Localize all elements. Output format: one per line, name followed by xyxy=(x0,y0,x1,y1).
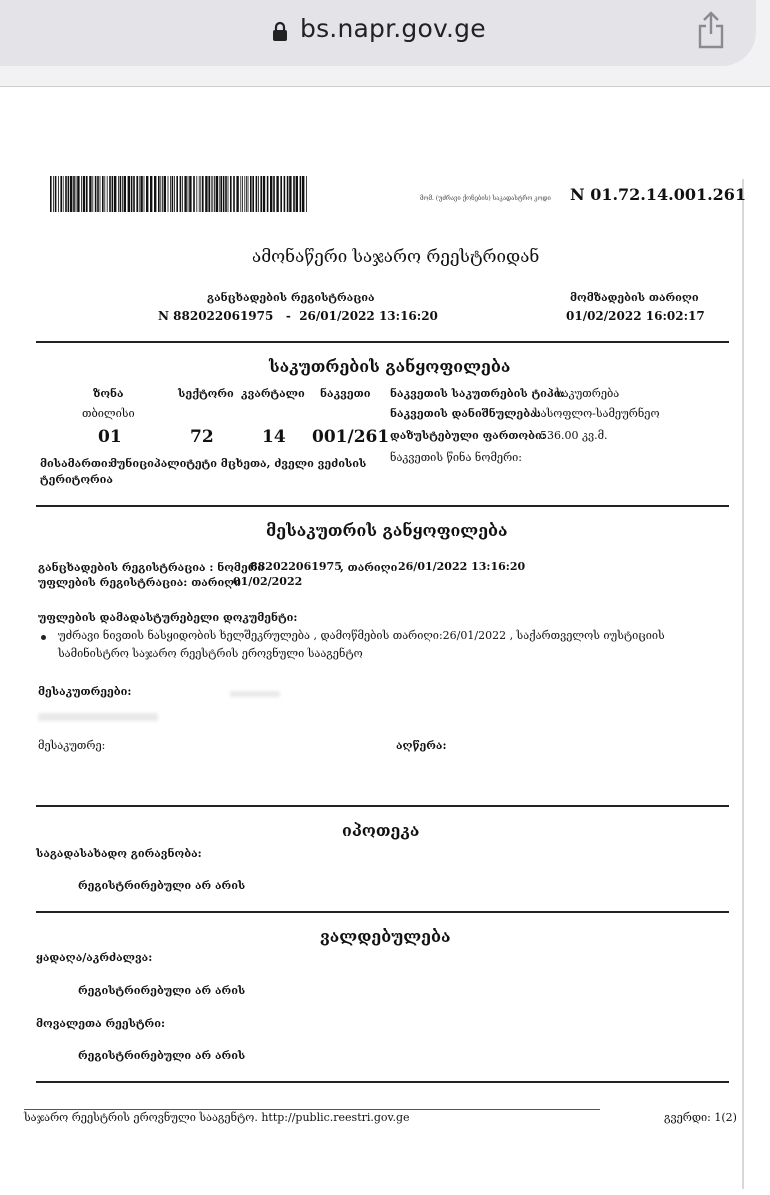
seizure-label: ყადაღა/აკრძალვა: xyxy=(36,951,153,964)
address-line1: მუნიციპალიტეტი მცხეთა, ძველი ვეძისის xyxy=(110,457,367,470)
description-label: აღწერა: xyxy=(396,739,447,752)
list-bullet xyxy=(41,635,46,640)
owner-section-title: მესაკუთრის განყოფილება xyxy=(266,521,508,540)
area-value: 536.00 კვ.მ. xyxy=(540,429,608,442)
ownership-type-value: საკუთრება xyxy=(556,387,620,400)
redacted-owner-name xyxy=(38,713,158,721)
redacted-owner-id xyxy=(230,691,280,697)
footer-agency[interactable]: საჯარო რეესტრის ეროვნული სააგენტო. http://public.reestri.gov.ge xyxy=(24,1111,410,1124)
document-title: ამონაწერი საჯარო რეესტრიდან xyxy=(252,247,540,267)
app-reg-number: 882022061975 xyxy=(250,560,342,573)
application-label: განცხადების რეგისტრაცია xyxy=(207,291,375,304)
sector-value: 72 xyxy=(190,427,214,447)
doc-line2: სამინისტრო საჯარო რეესტრის ეროვნული სააგენტო xyxy=(58,647,363,660)
address-label: მისამართი: xyxy=(40,457,112,470)
footer-page-number: გვერდი: 1(2) xyxy=(664,1111,737,1124)
mortgage-section-title: იპოთეკა xyxy=(342,821,420,840)
zone-value: 01 xyxy=(98,427,122,447)
doc-label: უფლების დამადასტურებელი დოკუმენტი: xyxy=(38,611,298,624)
doc-line1: უძრავი ნივთის ნასყიდობის ხელშეკრულება , დამოწმების თარიღი:26/01/2022 , საქართველოს იუსტიციის xyxy=(58,629,665,642)
tax-lien-value: რეგისტრირებული არ არის xyxy=(78,879,246,892)
page-edge xyxy=(742,179,744,1189)
property-section-title: საკუთრების განყოფილება xyxy=(269,357,511,376)
lock-icon xyxy=(272,21,288,41)
purpose-value: სასოფლო-სამეურნეო xyxy=(534,407,660,420)
right-reg-date: 01/02/2022 xyxy=(233,575,303,588)
owners-label: მესაკუთრეები: xyxy=(38,685,132,698)
col-parcel: ნაკვეთი xyxy=(320,387,371,400)
debtors-label: მოვალეთა რეესტრი: xyxy=(36,1017,166,1030)
seizure-value: რეგისტრირებული არ არის xyxy=(78,984,246,997)
quarter-value: 14 xyxy=(262,427,286,447)
col-sector: სექტორი xyxy=(178,387,234,400)
purpose-label: ნაკვეთის დანიშნულება: xyxy=(390,407,541,420)
prepared-value: 01/02/2022 16:02:17 xyxy=(566,309,705,323)
divider xyxy=(36,341,729,343)
prepared-label: მომზადების თარიღი xyxy=(570,291,699,304)
address-bar[interactable] xyxy=(0,0,756,66)
app-reg-date-label: , თარიღი xyxy=(340,561,398,574)
footer-rule xyxy=(24,1109,600,1110)
col-quarter: კვარტალი xyxy=(241,387,305,400)
zone-name: თბილისი xyxy=(82,407,135,420)
parcel-value: 001/261 xyxy=(312,427,390,447)
divider xyxy=(36,1081,729,1083)
application-value: N 882022061975 - 26/01/2022 13:16:20 xyxy=(158,309,438,323)
url-text[interactable]: bs.napr.gov.ge xyxy=(300,14,486,43)
tax-lien-label: საგადასახადო გირავნობა: xyxy=(36,847,202,860)
debtors-value: რეგისტრირებული არ არის xyxy=(78,1049,246,1062)
divider xyxy=(36,805,729,807)
app-reg-label: განცხადების რეგისტრაცია : ნომერი xyxy=(38,561,265,574)
prev-number-label: ნაკვეთის წინა ნომერი: xyxy=(390,451,522,464)
divider xyxy=(36,505,729,507)
app-reg-date: 26/01/2022 13:16:20 xyxy=(398,560,526,573)
col-zone: ზონა xyxy=(93,387,124,400)
right-reg-label: უფლების რეგისტრაცია: თარიღი xyxy=(38,576,241,589)
barcode xyxy=(50,176,308,212)
document-page xyxy=(0,86,770,1195)
browser-toolbar xyxy=(0,0,770,82)
barcode-caption: მომ. (უძრავი ქონების) საკადასტრო კოდი xyxy=(420,195,551,202)
owner-label: მესაკუთრე: xyxy=(38,739,106,752)
divider xyxy=(36,911,729,913)
cadastral-code: N 01.72.14.001.261 xyxy=(570,185,747,204)
obligation-section-title: ვალდებულება xyxy=(320,927,451,946)
area-label: დაზუსტებული ფართობი: xyxy=(390,429,546,442)
address-line2: ტერიტორია xyxy=(40,473,113,486)
share-icon[interactable] xyxy=(695,10,727,50)
ownership-type-label: ნაკვეთის საკუთრების ტიპი: xyxy=(390,387,565,400)
